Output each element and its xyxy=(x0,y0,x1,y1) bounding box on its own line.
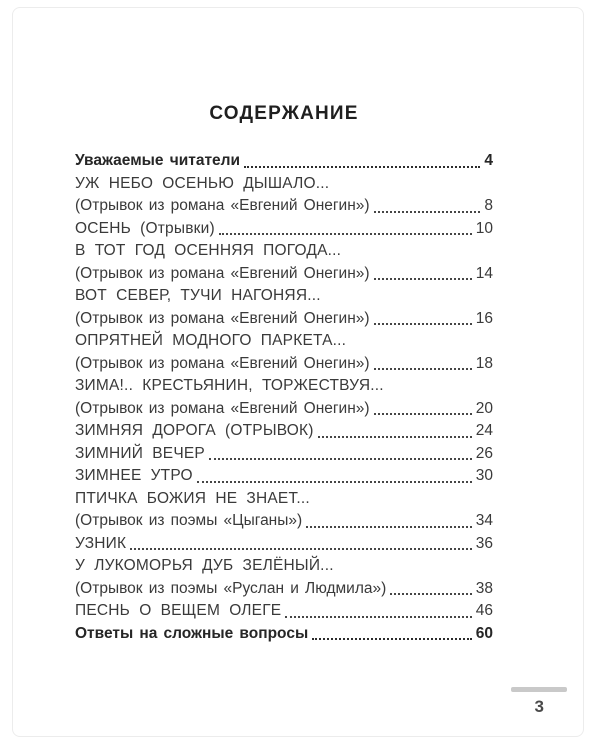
toc-entry xyxy=(75,555,493,578)
toc-entry-page-number: 8 xyxy=(484,197,493,214)
toc-entry-text: (Отрывок из романа «Евгений Онегин») xyxy=(75,309,370,327)
toc-entry-text: (Отрывок из романа «Евгений Онегин») xyxy=(75,264,370,282)
dot-leader xyxy=(318,436,472,438)
dot-leader xyxy=(209,458,472,460)
toc-entry xyxy=(75,330,493,353)
toc-entry-page-number: 34 xyxy=(475,512,493,529)
toc-entry-page-number: 14 xyxy=(475,264,493,282)
toc-entry-page-number: 4 xyxy=(484,152,493,169)
toc-list xyxy=(75,150,493,645)
toc-entry-text: Уважаемые читатели xyxy=(75,152,241,169)
dot-leader xyxy=(244,166,480,168)
toc-entry-page-number: 30 xyxy=(475,467,493,484)
toc-entry xyxy=(75,285,493,308)
toc-entry-page-number: 16 xyxy=(475,309,493,327)
dot-leader xyxy=(306,526,472,528)
dot-leader xyxy=(374,368,472,370)
toc-entry xyxy=(75,398,493,421)
toc-entry-page-number: 60 xyxy=(475,624,493,642)
toc-entry-text: (Отрывок из романа «Евгений Онегин») xyxy=(75,399,370,417)
page-title: СОДЕРЖАНИЕ xyxy=(209,103,359,124)
toc-entry-text: ЗИМА!.. КРЕСТЬЯНИН, ТОРЖЕСТВУЯ... xyxy=(75,377,384,394)
toc-entry-text: (Отрывок из романа «Евгений Онегин») xyxy=(75,197,370,214)
footer-divider xyxy=(511,687,567,692)
toc-entry xyxy=(75,195,493,218)
page-number: 3 xyxy=(534,697,544,716)
dot-leader xyxy=(285,616,471,618)
toc-entry-page-number: 26 xyxy=(475,444,493,462)
toc-entry-text: ПТИЧКА БОЖИЯ НЕ ЗНАЕТ... xyxy=(75,489,310,507)
dot-leader xyxy=(374,278,472,280)
toc-entry-text: ОПРЯТНЕЙ МОДНОГО ПАРКЕТА... xyxy=(75,332,347,349)
toc-entry xyxy=(75,578,493,601)
dot-leader xyxy=(374,413,472,415)
toc-entry-text: УЖ НЕБО ОСЕНЬЮ ДЫШАЛО... xyxy=(75,174,330,192)
toc-entry-text: (Отрывок из поэмы «Цыганы») xyxy=(75,512,303,529)
toc-entry-text: УЗНИК xyxy=(75,534,127,552)
toc-entry xyxy=(75,623,493,646)
toc-entry xyxy=(75,510,493,533)
dot-leader xyxy=(219,233,472,235)
toc-entry-text: В ТОТ ГОД ОСЕННЯЯ ПОГОДА... xyxy=(75,242,342,259)
toc-entry-text: (Отрывок из романа «Евгений Онегин») xyxy=(75,354,370,372)
toc-entry-text: ЗИМНЕЕ УТРО xyxy=(75,467,193,484)
toc-entry-text: ЗИМНИЙ ВЕЧЕР xyxy=(75,444,205,462)
toc-entry xyxy=(75,375,493,398)
toc-entry-page-number: 36 xyxy=(475,534,493,552)
toc-entry-page-number: 38 xyxy=(475,579,493,597)
dot-leader xyxy=(130,548,472,550)
toc-entry xyxy=(75,218,493,241)
toc-entry xyxy=(75,240,493,263)
dot-leader xyxy=(197,481,472,483)
toc-entry-page-number: 24 xyxy=(475,422,493,439)
toc-entry xyxy=(75,465,493,488)
dot-leader xyxy=(374,211,481,213)
toc-entry-page-number: 20 xyxy=(475,399,493,417)
dot-leader xyxy=(374,323,472,325)
toc-entry-text: ВОТ СЕВЕР, ТУЧИ НАГОНЯЯ... xyxy=(75,287,321,304)
toc-entry-text: У ЛУКОМОРЬЯ ДУБ ЗЕЛЁНЫЙ... xyxy=(75,557,334,574)
toc-entry xyxy=(75,150,493,173)
toc-entry-text: ОСЕНЬ (Отрывки) xyxy=(75,219,215,237)
toc-entry-text: Ответы на сложные вопросы xyxy=(75,624,309,642)
toc-entry xyxy=(75,353,493,376)
toc-entry xyxy=(75,263,493,286)
toc-entry xyxy=(75,420,493,443)
toc-entry-page-number: 10 xyxy=(475,219,493,237)
toc-page xyxy=(75,102,493,645)
dot-leader xyxy=(312,638,472,640)
toc-entry xyxy=(75,443,493,466)
toc-entry-page-number: 18 xyxy=(475,354,493,372)
dot-leader xyxy=(390,593,471,595)
toc-entry-text: ПЕСНЬ О ВЕЩЕМ ОЛЕГЕ xyxy=(75,602,282,619)
toc-entry xyxy=(75,173,493,196)
toc-entry xyxy=(75,488,493,511)
toc-entry xyxy=(75,533,493,556)
toc-entry-text: (Отрывок из поэмы «Руслан и Людмила») xyxy=(75,579,387,597)
toc-entry-page-number: 46 xyxy=(475,602,493,619)
toc-entry xyxy=(75,308,493,331)
toc-entry-text: ЗИМНЯЯ ДОРОГА (ОТРЫВОК) xyxy=(75,422,314,439)
toc-entry xyxy=(75,600,493,623)
